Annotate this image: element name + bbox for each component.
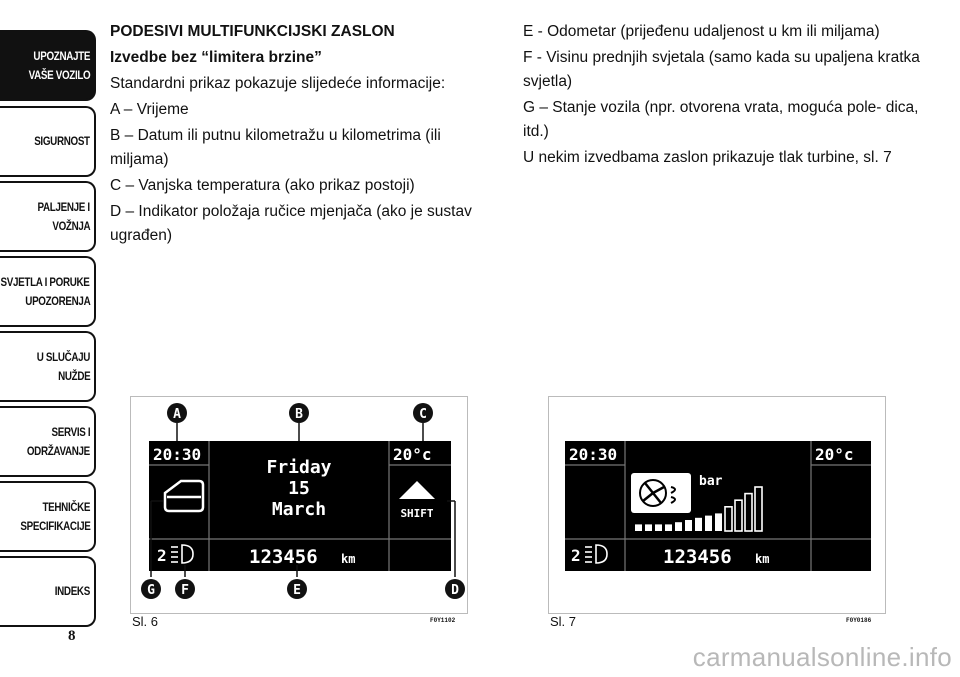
display-shift-label: SHIFT [400,507,434,520]
pressure-bar-segment [655,524,662,531]
item-e: E - Odometar (prijeđenu udaljenost u km ili miljama) [523,23,880,40]
display-odometer: 123456 [249,546,318,568]
tab-label-line1: U SLUČAJU [36,349,90,364]
left-text-column [110,20,502,250]
display-date-number: 15 [288,478,310,499]
tab-svjetla[interactable] [0,256,96,327]
tab-indeks[interactable] [0,556,96,627]
tab-servis[interactable] [0,406,96,477]
pressure-bar-segment [705,516,712,531]
svg-text:G: G [147,583,155,598]
item-a: A – Vrijeme [110,101,189,118]
display-time: 20:30 [569,445,618,464]
pressure-bar-segment [695,518,702,531]
pressure-bar-segment [715,513,722,531]
tab-label-line1: PALJENJE I [37,199,90,214]
marker-d [445,579,465,599]
display-temperature: 20°c [815,445,854,464]
tab-paljenje[interactable] [0,181,96,252]
display-time: 20:30 [153,445,202,464]
pressure-bar-segment [675,522,682,531]
figure-7-code: F0Y0186 [846,617,872,624]
display-odometer: 123456 [663,546,732,568]
figure-7-caption: Sl. 7 [550,614,577,629]
figure-7-display [548,396,886,614]
figure-7-svg [549,397,885,613]
svg-text:F: F [181,583,189,598]
display-odometer-unit: km [755,552,770,566]
pressure-bar-segment [755,487,762,531]
display-gear-indicator: 2 [571,546,581,565]
item-c: C – Vanjska temperatura (ako prikaz postoji) [110,177,415,194]
display-temperature: 20°c [393,445,432,464]
marker-a [167,403,187,423]
svg-text:B: B [295,407,303,422]
figure-6-svg [131,397,467,613]
watermark: carmanualsonline.info [692,642,952,672]
item-d: D – Indikator položaja ručice mjenjača (ako je sustav ugrađen) [110,203,472,244]
display-day: Friday [266,457,332,478]
display-pressure-unit: bar [699,474,723,489]
pressure-bar-segment [745,494,752,531]
pressure-bar-segment [635,524,642,531]
display-gear-indicator: 2 [157,546,167,565]
marker-g [141,579,161,599]
figure-6-code: F0Y1102 [430,617,456,624]
svg-text:A: A [173,407,181,422]
tab-label-line1: SVJETLA I PORUKE [1,274,90,289]
pressure-bar-segment [725,507,732,531]
item-b: B – Datum ili putnu kilometražu u kilometrima (ili miljama) [110,127,441,168]
display-odometer-unit: km [341,552,356,566]
turbo-icon [631,473,691,513]
tab-label-line2: VAŠE VOZILO [28,67,90,82]
page-number: 8 [68,628,76,644]
tab-label-line1: UPOZNAJTE [33,48,90,63]
item-f: F - Visinu prednjih svjetala (samo kada su upaljena kratka svjetla) [523,49,920,90]
display-month: March [271,499,327,520]
pressure-bar-segment [685,520,692,531]
svg-text:C: C [419,407,427,422]
figure-6-caption: Sl. 6 [132,614,159,629]
tab-u-slucaju[interactable] [0,331,96,402]
tab-label-line2: ODRŽAVANJE [26,443,90,458]
figure-6-display [130,396,468,614]
tab-label-line1: INDEKS [54,584,90,598]
right-text-column [523,20,923,172]
tab-sigurnost[interactable] [0,106,96,177]
pressure-bar-segment [735,500,742,531]
pressure-bar-segment [665,524,672,531]
tab-label-line1: SERVIS I [51,424,90,439]
tab-label-line1: TEHNIČKE [42,499,90,514]
item-g: G – Stanje vozila (npr. otvorena vrata, moguća pole- dica, itd.) [523,99,919,140]
tab-tehnicke[interactable] [0,481,96,552]
section-subheading: Izvedbe bez “limitera brzine” [110,49,322,66]
tab-label-line2: NUŽDE [57,368,90,383]
tab-label-line2: UPOZORENJA [24,293,90,308]
intro-paragraph: Standardni prikaz pokazuje slijedeće informacije: [110,75,446,92]
tab-label-line2: SPECIFIKACIJE [19,518,90,533]
marker-b [289,403,309,423]
turbo-note: U nekim izvedbama zaslon prikazuje tlak turbine, sl. 7 [523,149,892,166]
marker-c [413,403,433,423]
svg-text:E: E [293,583,301,598]
svg-text:D: D [451,583,459,598]
chapter-sidebar [0,0,97,640]
tab-label-line1: SIGURNOST [34,134,90,148]
marker-e [287,579,307,599]
tab-label-line2: VOŽNJA [52,218,90,233]
tab-upoznajte[interactable] [0,30,96,101]
marker-f [175,579,195,599]
pressure-bar-segment [645,524,652,531]
section-heading: PODESIVI MULTIFUNKCIJSKI ZASLON [110,23,395,40]
